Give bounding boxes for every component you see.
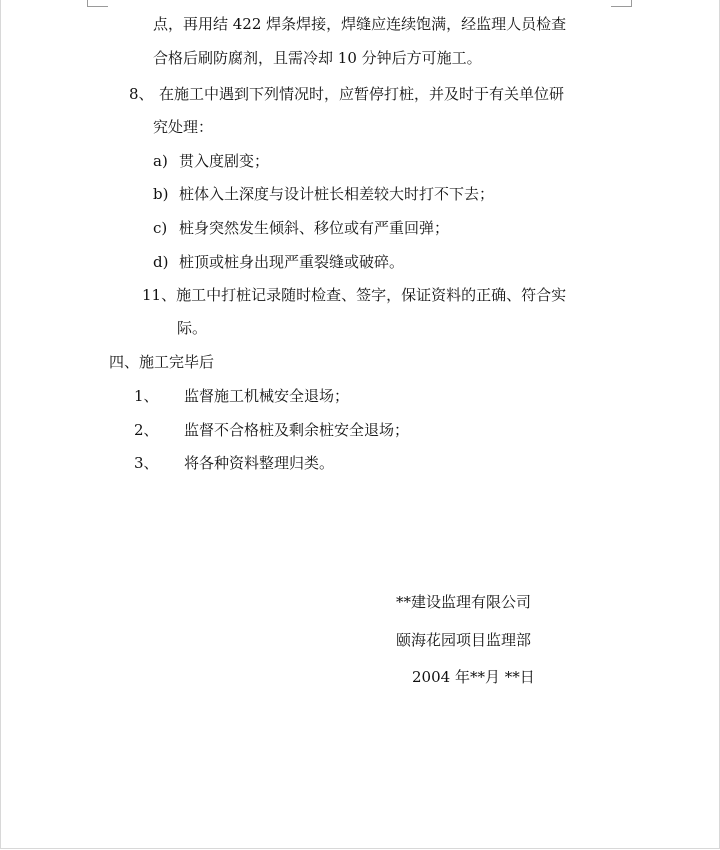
subitem-c-text: 桩身突然发生倾斜、移位或有严重回弹； [179,219,450,237]
item-11-line-2: 际。 [177,319,208,337]
section-4-item-2-text: 监督不合格桩及剩余桩安全退场； [184,421,410,439]
item-8-number: 8、 [129,85,154,103]
item-8-line-1: 在施工中遇到下列情况时，应暂停打桩，并及时于有关单位研 [159,85,565,103]
subitem-c-marker: c) [153,219,168,237]
section-4-item-2-number: 2、 [134,421,159,439]
section-4-heading: 四、施工完毕后 [109,353,215,371]
page-corner-mark-right [611,0,632,7]
signature-department: 颐海花园项目监理部 [396,631,532,649]
continuation-line-2: 合格后刷防腐剂，且需冷却 10 分钟后方可施工。 [153,49,482,67]
section-4-item-1-text: 监督施工机械安全退场； [184,387,350,405]
subitem-b-text: 桩体入土深度与设计桩长相差较大时打不下去； [179,185,495,203]
subitem-d-text: 桩顶或桩身出现严重裂缝或破碎。 [179,253,405,271]
subitem-d-marker: d) [153,253,169,271]
continuation-line-1: 点，再用结 422 焊条焊接，焊缝应连续饱满，经监理人员检查 [153,15,567,33]
section-4-item-1-number: 1、 [134,387,159,405]
item-8-line-2: 究处理： [153,118,214,136]
signature-date: 2004 年**月 **日 [412,668,535,686]
subitem-a-marker: a) [153,152,168,170]
subitem-b-marker: b) [153,185,169,203]
subitem-a-text: 贯入度剧变； [179,152,270,170]
section-4-item-3-number: 3、 [134,454,159,472]
page-corner-mark-left [87,0,108,7]
signature-company: **建设监理有限公司 [396,593,532,611]
section-4-item-3-text: 将各种资料整理归类。 [184,454,335,472]
item-11-line-1: 11、施工中打桩记录随时检查、签字，保证资料的正确、符合实 [142,286,567,304]
